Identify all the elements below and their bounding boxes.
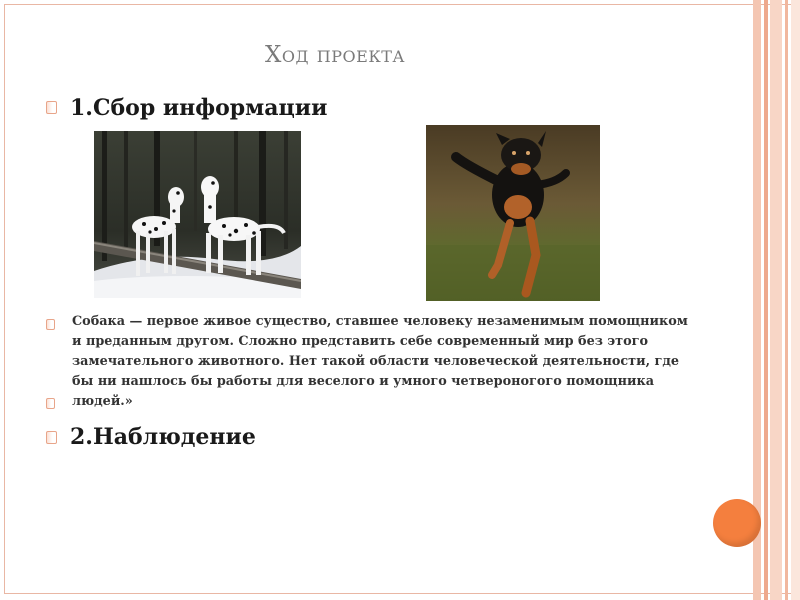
decor-stripe xyxy=(785,0,788,600)
bullet-icon xyxy=(46,319,55,330)
section-heading-1: 1.Сбор информации xyxy=(70,95,328,121)
slide-title: Ход проекта xyxy=(265,42,405,68)
description-paragraph: Собака — первое живое существо, ставшее человеку незаменимым помощником и преданным другом. Сложно представить себе современный мир без этого замечательного животного. Нет такой области человеческой деятельности, где бы ни нашлось бы работы для веселого и умного четвероногого помощника людей.» xyxy=(72,314,688,409)
dalmatians-photo xyxy=(94,131,301,298)
section-heading-2: 2.Наблюдение xyxy=(70,424,256,450)
bullet-icon xyxy=(46,431,57,444)
orange-circle-icon xyxy=(713,499,761,547)
decor-stripe xyxy=(791,0,800,600)
slide-frame xyxy=(4,4,792,594)
bullet-icon xyxy=(46,398,55,409)
decor-stripe xyxy=(770,0,782,600)
decor-stripe xyxy=(764,0,768,600)
bullet-icon xyxy=(46,101,57,114)
running-dog-photo xyxy=(426,125,600,301)
